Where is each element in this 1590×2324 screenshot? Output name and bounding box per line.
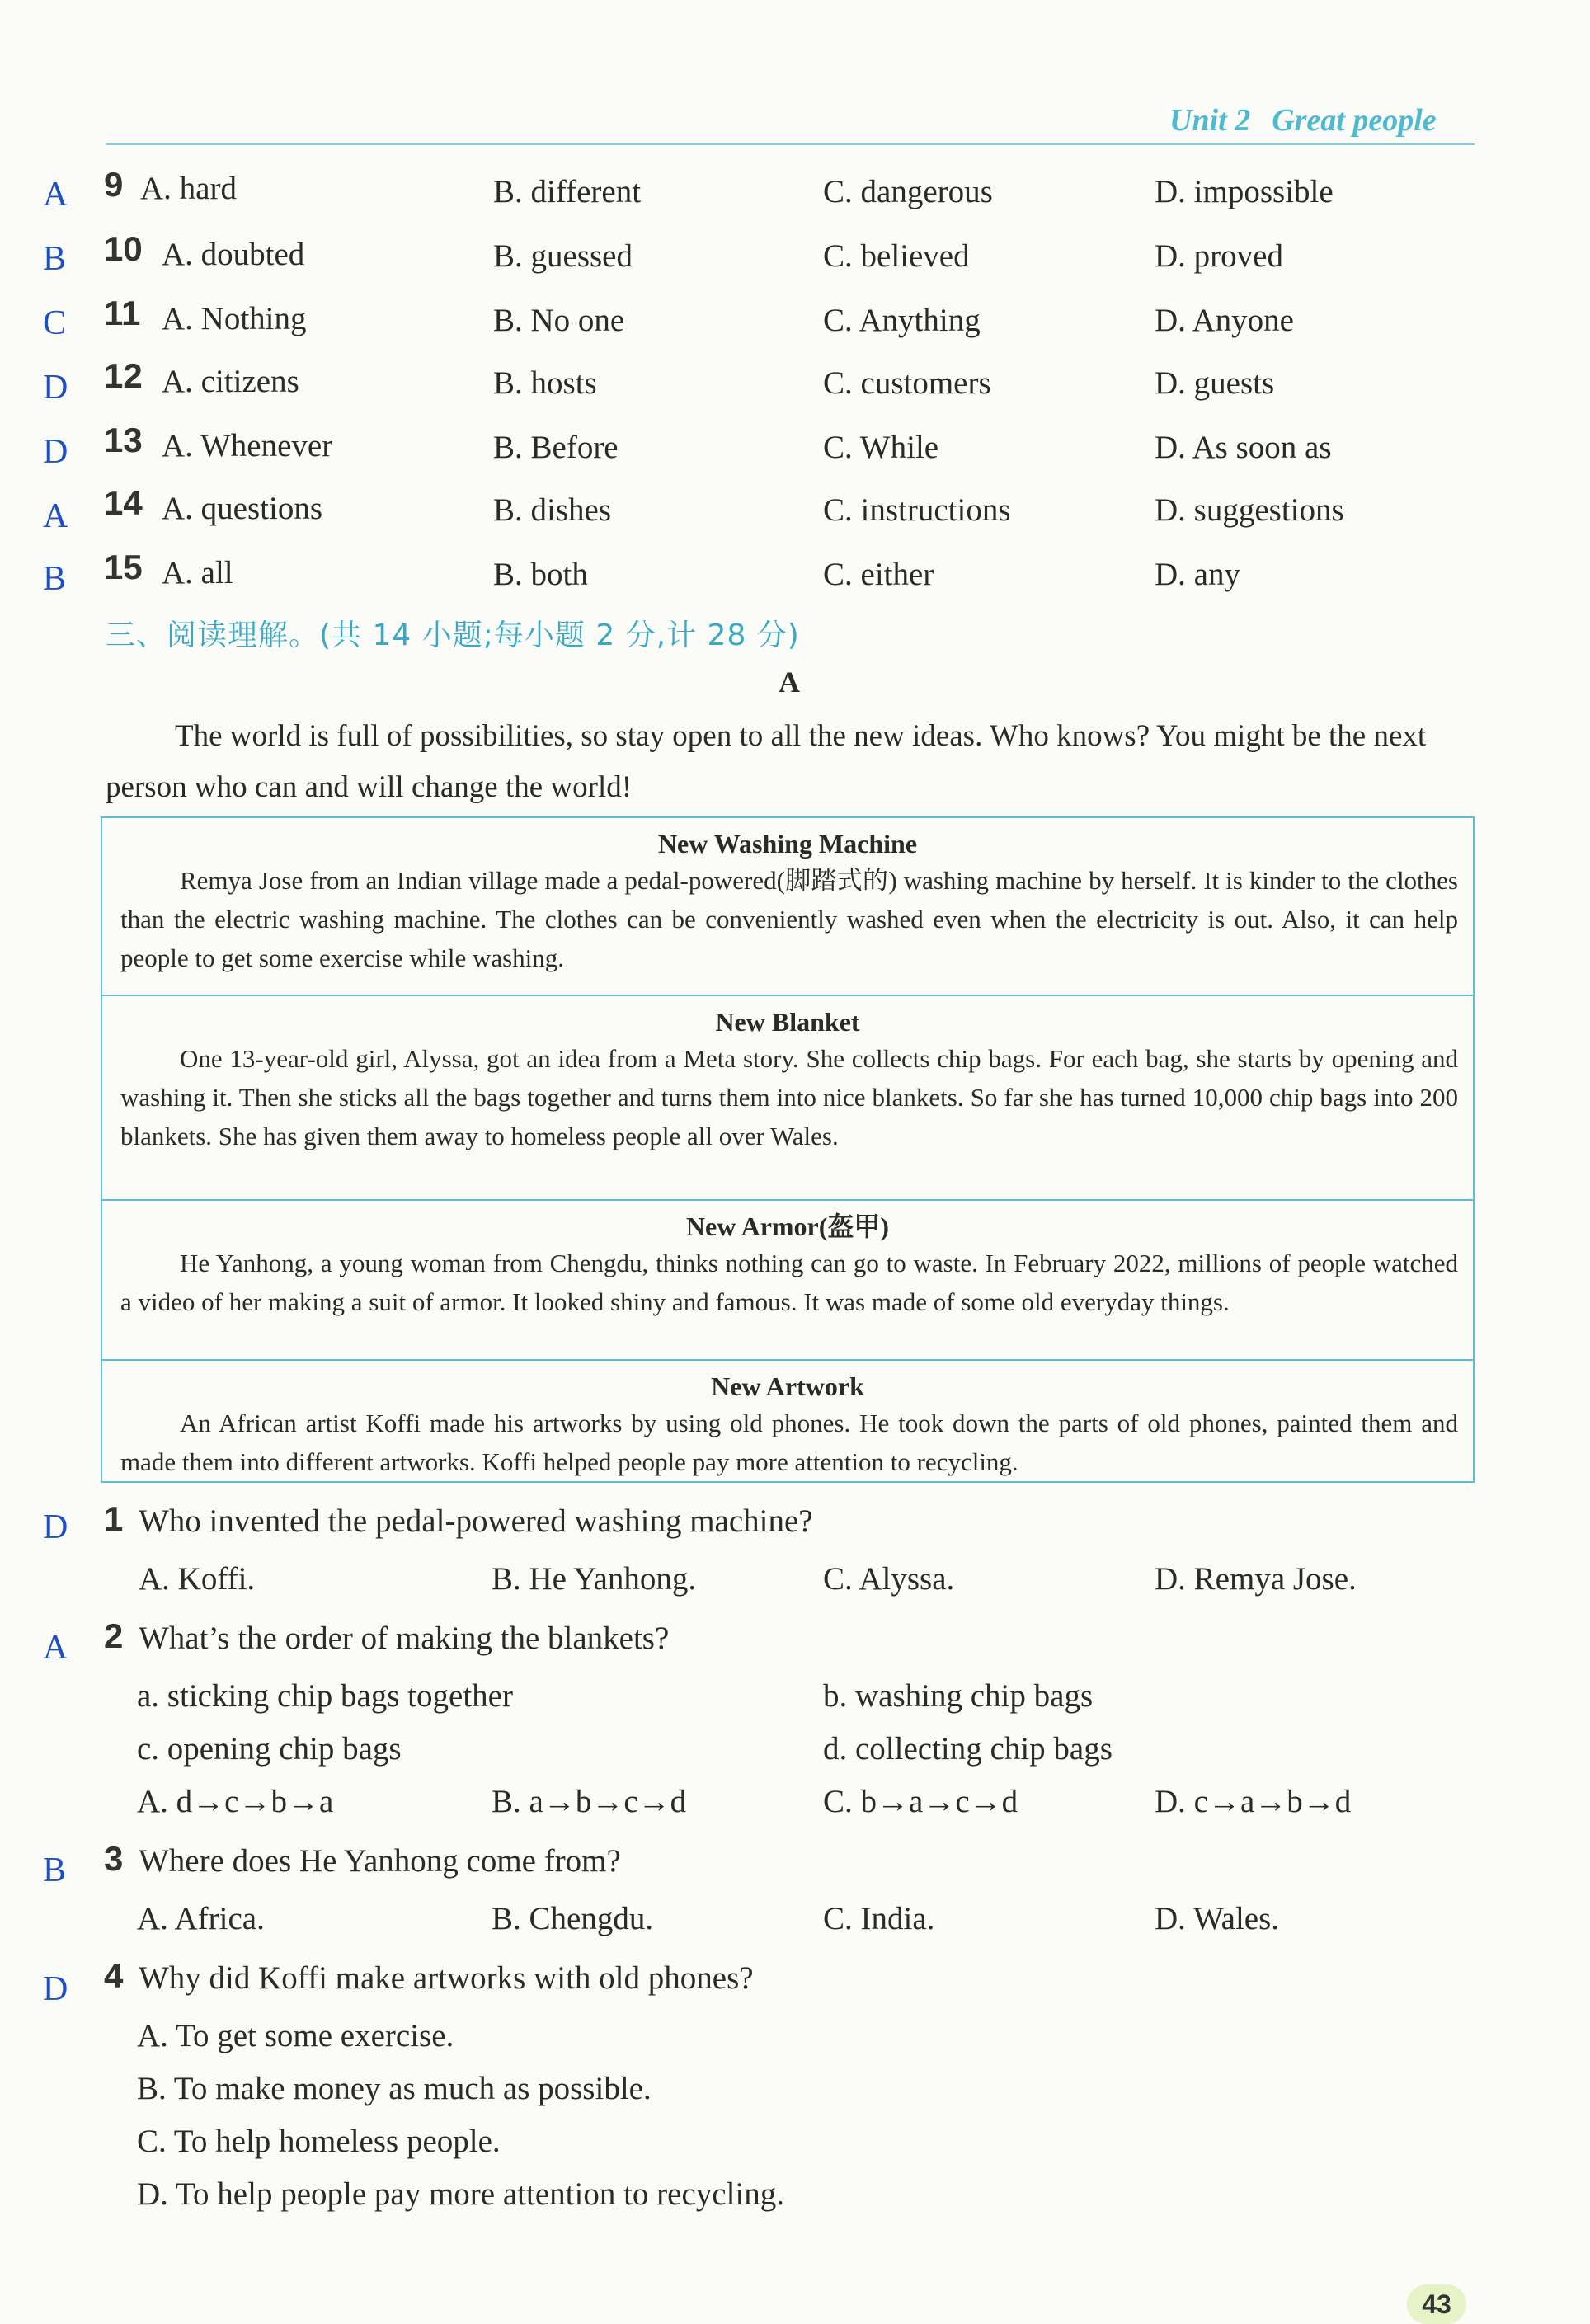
- question-number: 14: [104, 483, 143, 522]
- handwritten-answer: D: [43, 1970, 68, 2008]
- option-c: C. instructions: [823, 492, 1011, 528]
- box-title: New Blanket: [715, 1007, 860, 1037]
- handwritten-answer: B: [43, 240, 67, 278]
- option-b: B. dishes: [493, 492, 612, 528]
- question-text: Why did Koffi make artworks with old phones?: [139, 1960, 754, 1996]
- question-number: 12: [104, 356, 143, 395]
- passage-label: A: [779, 666, 800, 699]
- option-b: B. guessed: [493, 238, 633, 274]
- question-number: 1: [104, 1499, 124, 1538]
- box-artwork: [102, 1359, 1473, 1483]
- box-armor: [102, 1199, 1473, 1359]
- step-c: c. opening chip bags: [137, 1731, 402, 1767]
- question-text: What’s the order of making the blankets?: [139, 1621, 670, 1656]
- option-a: A. all: [162, 555, 233, 590]
- option-b: B. Chengdu.: [492, 1901, 654, 1936]
- running-header: [1169, 102, 1437, 139]
- option-b: B. Before: [493, 430, 619, 465]
- handwritten-answer: A: [43, 497, 68, 535]
- option-b: B. To make money as much as possible.: [137, 2071, 652, 2106]
- question-number: 13: [104, 421, 143, 459]
- handwritten-answer: D: [43, 433, 68, 471]
- option-c: C. While: [823, 430, 939, 465]
- option-c: C. customers: [823, 365, 991, 401]
- unit-label: Unit 2: [1169, 103, 1251, 138]
- option-d: D. Anyone: [1155, 303, 1294, 338]
- option-a: A. hard: [140, 171, 237, 206]
- question-number: 2: [104, 1616, 124, 1655]
- option-a: A. citizens: [162, 364, 299, 399]
- header-divider: [106, 143, 1475, 145]
- box-body: He Yanhong, a young woman from Chengdu, thinks nothing can go to waste. In February 2022, millions of people watched a video of her making a suit of armor. It looked shiny and famous. It was made of some old everyday things.: [120, 1249, 1458, 1316]
- option-d: D. Remya Jose.: [1155, 1561, 1357, 1597]
- option-d: D. c→a→b→d: [1155, 1784, 1352, 1819]
- question-number: 10: [104, 229, 143, 268]
- passage-intro: The world is full of possibilities, so stay open to all the new ideas. Who knows? You might be the next person who can and will change the world!: [106, 719, 1427, 804]
- step-b: b. washing chip bags: [823, 1678, 1094, 1714]
- handwritten-answer: A: [43, 1629, 68, 1667]
- option-c: C. India.: [823, 1901, 935, 1936]
- handwritten-answer: D: [43, 369, 68, 407]
- option-d: D. any: [1155, 557, 1240, 592]
- box-title: New Artwork: [711, 1371, 864, 1401]
- option-b: B. No one: [493, 303, 625, 338]
- option-a: A. Africa.: [137, 1901, 265, 1936]
- box-body: One 13-year-old girl, Alyssa, got an idea from a Meta story. She collects chip bags. For each bag, she starts by opening and washing it. Then she sticks all the bags together and turns them into nice blankets. So far she has turned 10,000 chip bags into 200 blankets. She has given them away to homeless people all over Wales.: [120, 1044, 1458, 1150]
- page-number: 43: [1407, 2284, 1466, 2324]
- box-title: New Armor(盔甲): [685, 1211, 890, 1241]
- box-washing-machine: [102, 818, 1473, 995]
- question-number: 9: [104, 165, 124, 204]
- box-body: Remya Jose from an Indian village made a pedal-powered(脚踏式的) washing machine by herself. It is kinder to the clothes than the electric washing machine. The clothes can be conveniently washed even when the electricity is out. Also, it can help people to get some exercise while washing.: [120, 866, 1458, 972]
- handwritten-answer: D: [43, 1508, 68, 1546]
- section-title: 三、阅读理解。(共 14 小题;每小题 2 分,计 28 分): [106, 619, 800, 652]
- option-c: C. To help homeless people.: [137, 2124, 501, 2159]
- box-blanket: [102, 995, 1473, 1199]
- option-d: D. impossible: [1155, 174, 1334, 209]
- option-a: A. To get some exercise.: [137, 2018, 454, 2053]
- option-a: A. Whenever: [162, 428, 333, 463]
- passage-table: [101, 816, 1475, 1483]
- question-number: 4: [104, 1956, 124, 1995]
- question-number: 3: [104, 1839, 124, 1878]
- handwritten-answer: B: [43, 560, 67, 598]
- option-d: D. guests: [1155, 365, 1275, 401]
- option-a: A. Koffi.: [139, 1561, 256, 1597]
- option-c: C. b→a→c→d: [823, 1784, 1018, 1819]
- option-c: C. believed: [823, 238, 970, 274]
- handwritten-answer: C: [43, 304, 67, 342]
- option-c: C. either: [823, 557, 934, 592]
- option-d: D. Wales.: [1155, 1901, 1280, 1936]
- question-text: Who invented the pedal-powered washing machine?: [139, 1503, 813, 1539]
- option-b: B. a→b→c→d: [492, 1784, 687, 1819]
- handwritten-answer: B: [43, 1851, 67, 1889]
- option-d: D. To help people pay more attention to recycling.: [137, 2176, 784, 2212]
- box-body: An African artist Koffi made his artworks by using old phones. He took down the parts of old phones, painted them and made them into different artworks. Koffi helped people pay more attention to recycling.: [120, 1409, 1458, 1476]
- option-c: C. dangerous: [823, 174, 993, 209]
- question-number: 11: [104, 294, 141, 332]
- handwritten-answer: A: [43, 176, 68, 214]
- option-d: D. suggestions: [1155, 492, 1344, 528]
- option-c: C. Anything: [823, 303, 981, 338]
- step-d: d. collecting chip bags: [823, 1731, 1113, 1767]
- question-number: 15: [104, 548, 143, 586]
- option-c: C. Alyssa.: [823, 1561, 955, 1597]
- unit-title: Great people: [1272, 103, 1437, 138]
- question-text: Where does He Yanhong come from?: [139, 1843, 621, 1879]
- option-d: D. proved: [1155, 238, 1283, 274]
- option-b: B. hosts: [493, 365, 597, 401]
- step-a: a. sticking chip bags together: [137, 1678, 513, 1714]
- option-b: B. He Yanhong.: [492, 1561, 697, 1597]
- option-a: A. doubted: [162, 237, 305, 272]
- option-d: D. As soon as: [1155, 430, 1332, 465]
- option-a: A. d→c→b→a: [137, 1784, 334, 1819]
- box-title: New Washing Machine: [657, 829, 918, 859]
- option-a: A. questions: [162, 491, 322, 526]
- option-a: A. Nothing: [162, 301, 307, 336]
- option-b: B. both: [493, 557, 588, 592]
- option-b: B. different: [493, 174, 642, 209]
